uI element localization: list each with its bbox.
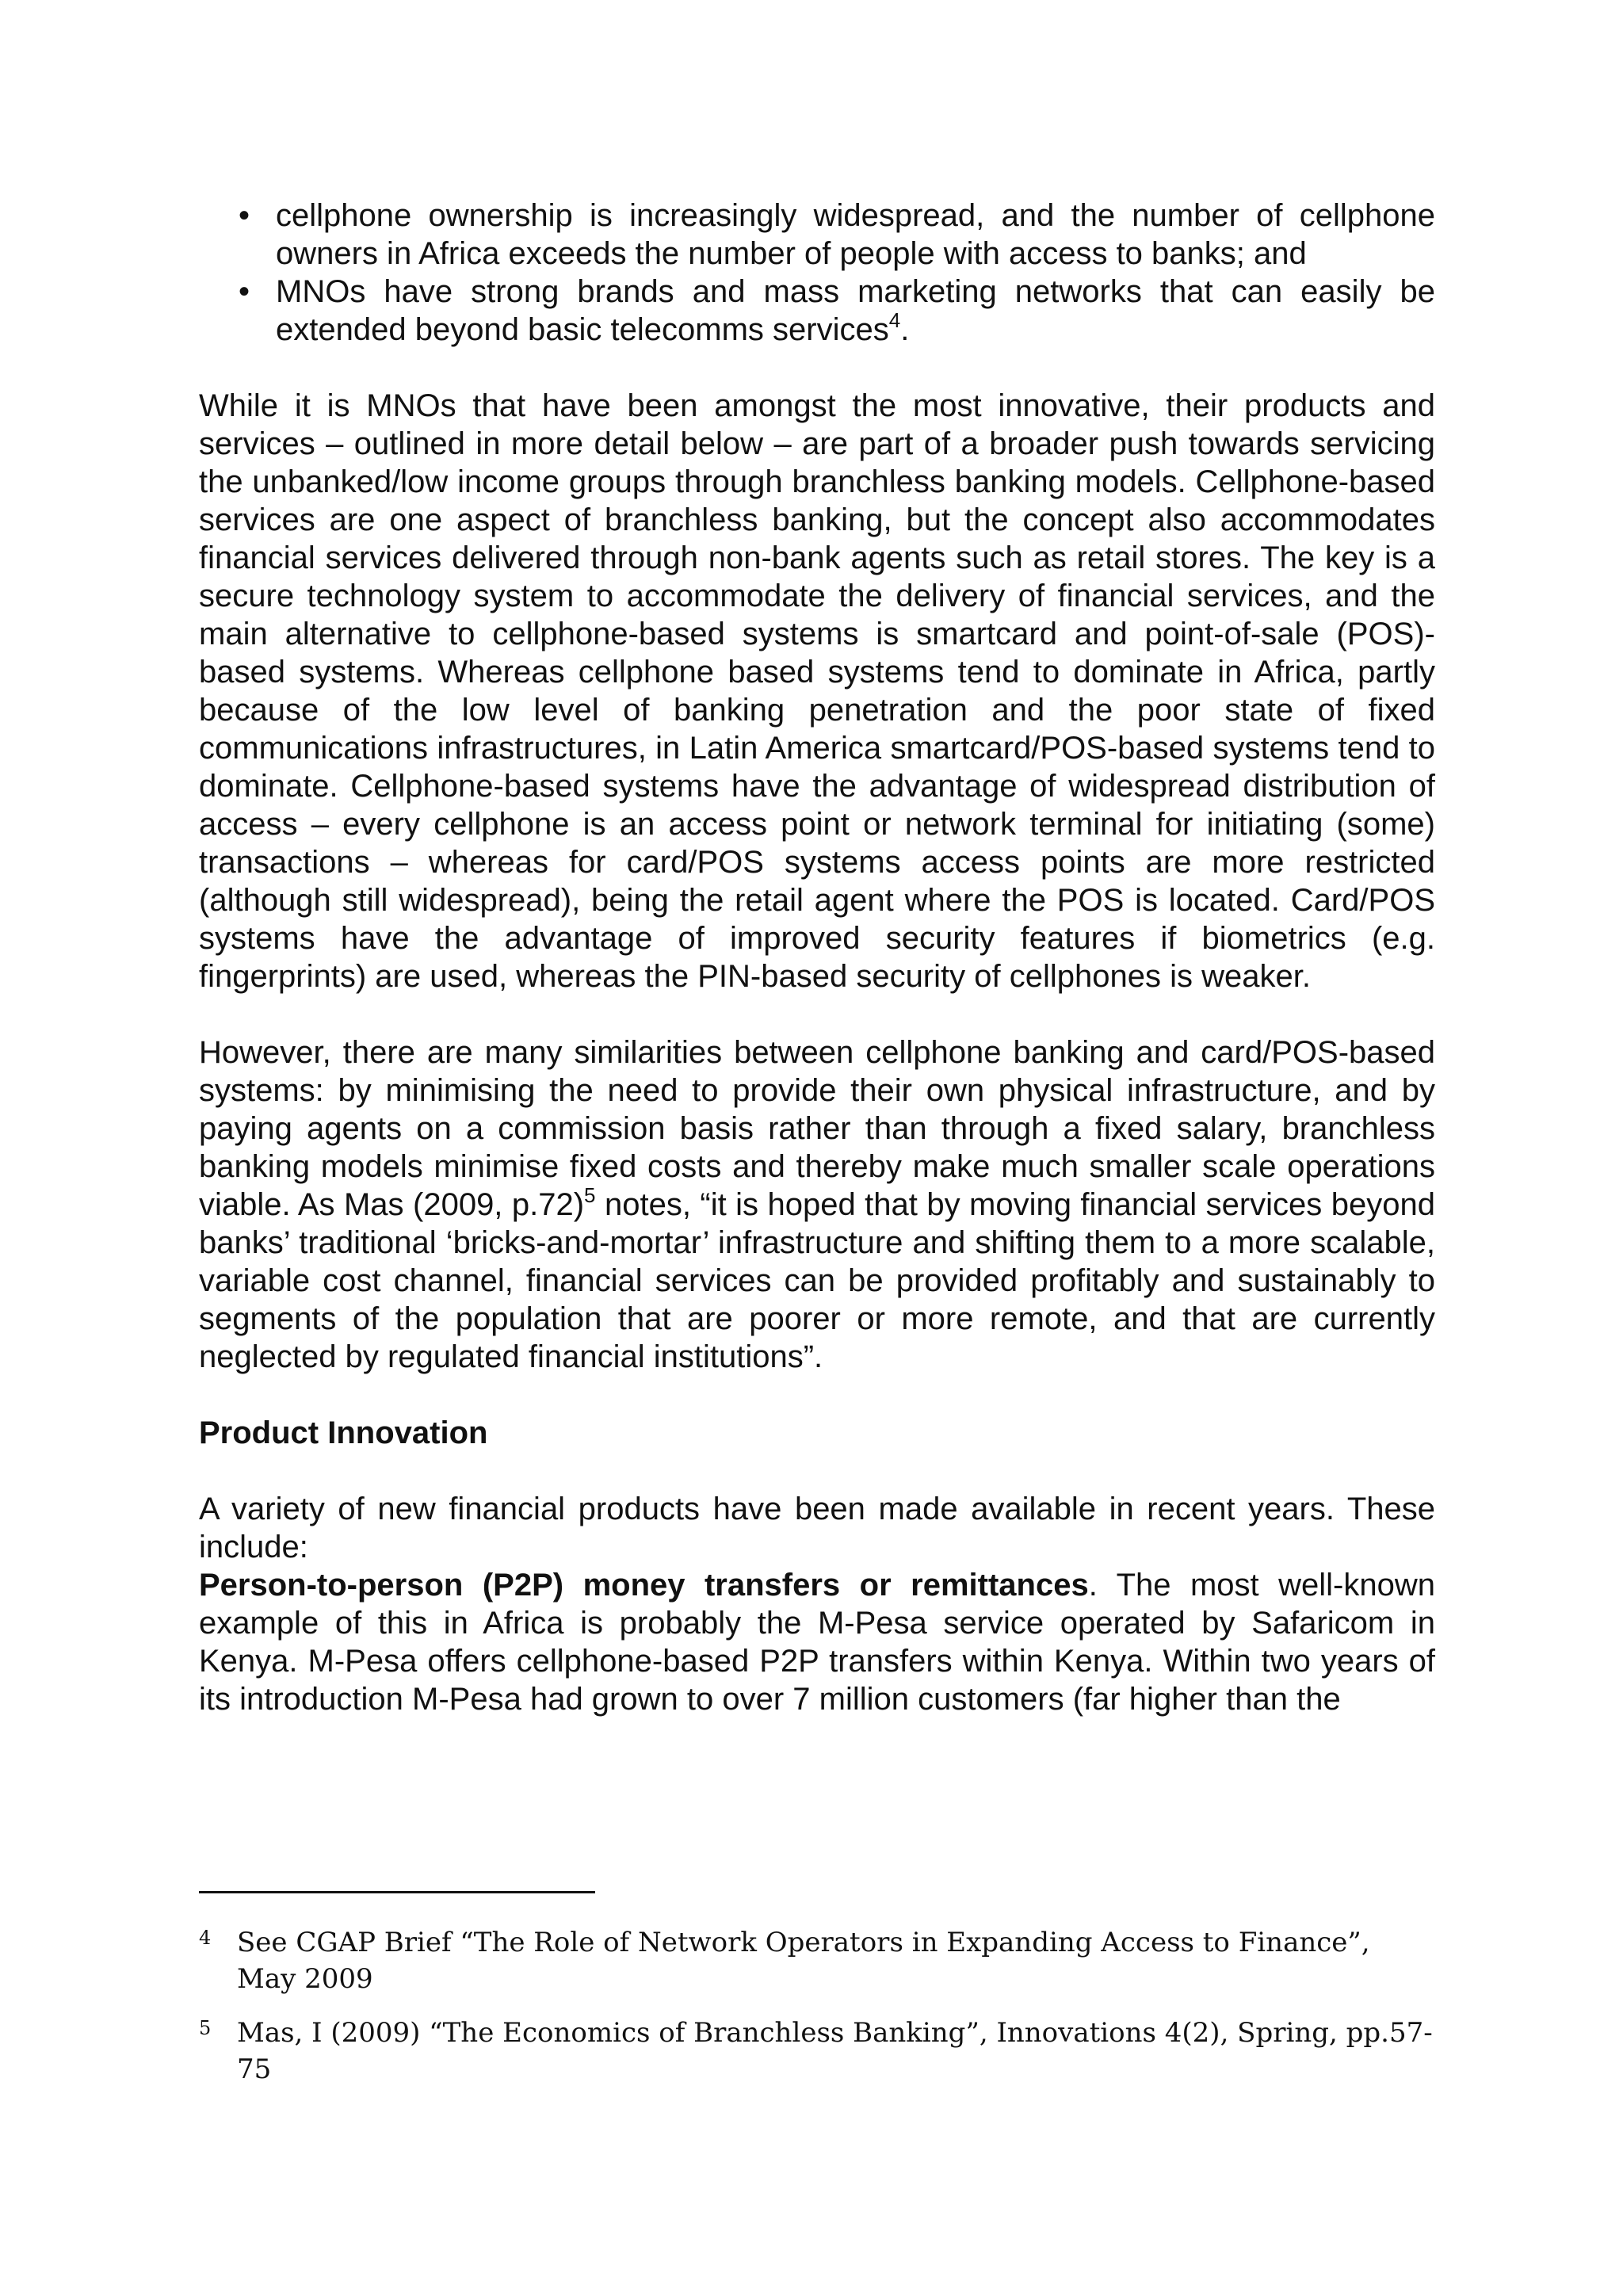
bullet-icon: • (239, 274, 250, 309)
footnote-text: Mas, I (2009) “The Economics of Branchless Banking”, Innovations 4(2), Spring, pp.57-75 (237, 2017, 1433, 2085)
footnote-ref[interactable]: 5 (584, 1183, 596, 1207)
page-body (199, 197, 1435, 1756)
footnote (199, 2015, 1435, 2088)
bullet-item (199, 273, 1435, 349)
bullet-text: MNOs have strong brands and mass marketing networks that can easily be extended beyond basic telecomms services (276, 274, 1435, 347)
bullet-list (199, 197, 1435, 349)
paragraph-text: notes, “it is hoped that by moving financial services beyond banks’ traditional ‘bricks-and-mortar’ infrastructure and shifting them to a more scalable, variable cost channel, financial services can be provided profitably and sustainably to segments of the population that are poorer or more remote, and that are currently neglected by regulated financial institutions”. (199, 1187, 1435, 1374)
footnote-ref[interactable]: 4 (888, 308, 901, 332)
footnote-number: 4 (199, 1927, 212, 1949)
bullet-text: cellphone ownership is increasingly widespread, and the number of cellphone owners in Africa exceeds the number of people with access to banks; and (276, 198, 1435, 271)
footnote-number: 5 (199, 2017, 212, 2039)
bullet-tail: . (900, 312, 910, 347)
bullet-icon: • (239, 198, 250, 233)
bold-term: Person-to-person (P2P) money transfers or remittances (199, 1568, 1089, 1603)
paragraph-branchless-banking: While it is MNOs that have been amongst the most innovative, their products and services – outlined in more detail below – are part of a broader push towards servicing the unbanked/low income groups through branchless banking models. Cellphone-based services are one aspect of branchless banking, but the concept also accommodates financial services delivered through non-bank agents such as retail stores. The key is a secure technology system to accommodate the delivery of financial services, and the main alternative to cellphone-based systems is smartcard and point-of-sale (POS)-based systems. Whereas cellphone based systems tend to dominate in Africa, partly because of the low level of banking penetration and the poor state of fixed communications infrastructures, in Latin America smartcard/POS-based systems tend to dominate. Cellphone-based systems have the advantage of widespread distribution of access – every cellphone is an access point or network terminal for initiating (some) transactions – whereas for card/POS systems access points are more restricted (although still widespread), being the retail agent where the POS is located. Card/POS systems have the advantage of improved security features if biometrics (e.g. fingerprints) are used, whereas the PIN-based security of cellphones is weaker. (199, 388, 1435, 994)
paragraph-text: However, there are many similarities between cellphone banking and card/POS-based systems: by minimising the need to provide their own physical infrastructure, and by paying agents on a commission basis rather than through a fixed salary, branchless banking models minimise fixed costs and thereby make much smaller scale operations viable. As Mas (2009, p.72) (199, 1035, 1435, 1222)
paragraph-similarities (199, 1033, 1435, 1376)
footnote-divider (199, 1891, 595, 1893)
paragraph-p2p (199, 1566, 1435, 1718)
footnotes (199, 1924, 1435, 2105)
section-heading: Product Innovation (199, 1415, 488, 1450)
paragraph-text: . The most well-known example of this in Africa is probably the M-Pesa service operated by Safaricom in Kenya. M-Pesa offers cellphone-based P2P transfers within Kenya. Within two years of its introduction M-Pesa had grown to over 7 million customers (far higher than the (199, 1568, 1436, 1717)
footnote-text: See CGAP Brief “The Role of Network Operators in Expanding Access to Finance”, May 2009 (237, 1927, 1370, 1995)
footnote (199, 1924, 1435, 1997)
paragraph-intro: A variety of new financial products have been made available in recent years. These include: (199, 1492, 1435, 1564)
bullet-item (199, 197, 1435, 273)
